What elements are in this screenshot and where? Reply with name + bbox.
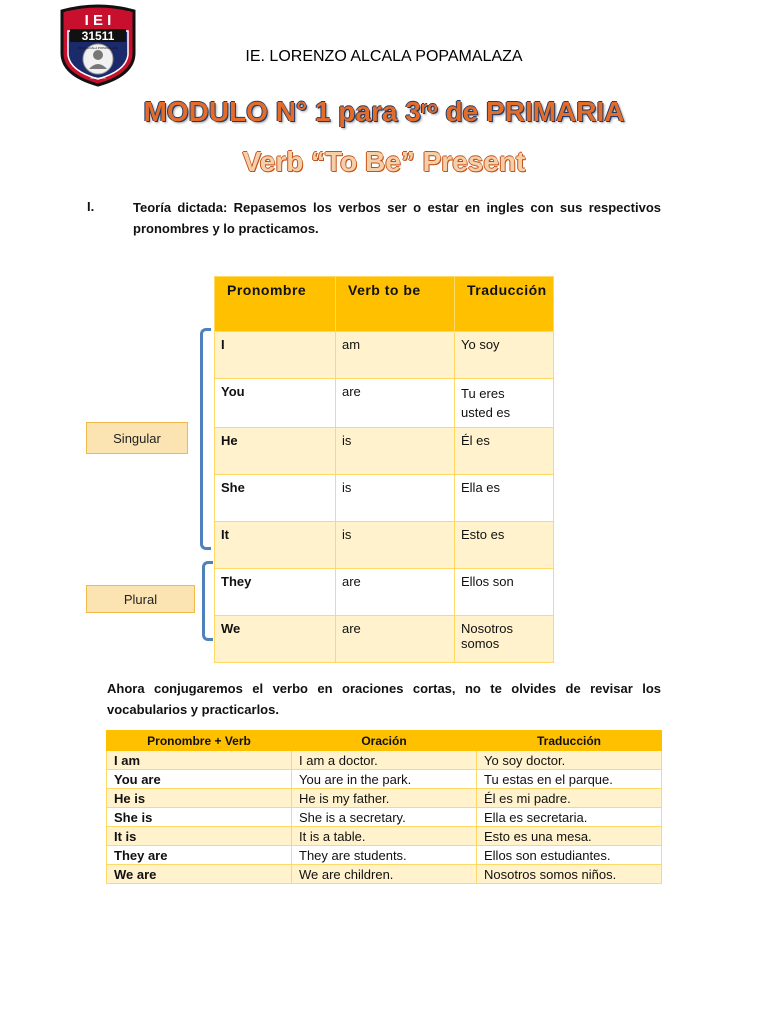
pronoun-verb-cell: He is (107, 789, 292, 808)
pronoun-cell: She (215, 475, 336, 522)
crest-bottom-text: AREQUIPA (90, 76, 106, 80)
module-title-tail: de PRIMARIA (437, 96, 625, 127)
pronoun-cell: I (215, 332, 336, 379)
pronoun-verb-cell: She is (107, 808, 292, 827)
pronoun-verb-cell: I am (107, 751, 292, 770)
module-title (0, 96, 768, 128)
table-header-row (107, 731, 662, 751)
pronoun-cell: You (215, 379, 336, 428)
sentence-cell: They are students. (292, 846, 477, 865)
col-header-traduccion: Traducción (477, 731, 662, 751)
translation-cell: Yo soy doctor. (477, 751, 662, 770)
table-row (107, 789, 662, 808)
verb-cell: are (336, 616, 455, 663)
plural-bracket (202, 561, 213, 641)
singular-label: Singular (86, 422, 188, 454)
table-row (107, 751, 662, 770)
translation-cell: Ella es (455, 475, 554, 522)
translation-cell: Ellos son estudiantes. (477, 846, 662, 865)
translation-cell: Yo soy (455, 332, 554, 379)
section-number: I. (87, 199, 95, 214)
col-header-pronombre-verb: Pronombre + Verb (107, 731, 292, 751)
lesson-subtitle: Verb “To Be” Present (242, 146, 526, 177)
crest-letters: I E I (84, 12, 112, 29)
school-name: IE. LORENZO ALCALA POPAMALAZA (245, 48, 523, 65)
plural-label: Plural (86, 585, 195, 613)
pronoun-cell: It (215, 522, 336, 569)
translation-cell: Esto es una mesa. (477, 827, 662, 846)
sentence-cell: He is my father. (292, 789, 477, 808)
verb-cell: are (336, 379, 455, 428)
section-intro-text: Teoría dictada: Repasemos los verbos ser o estar en ingles con sus respectivos pronombres y lo practicamos. (133, 200, 661, 236)
sentence-cell: She is a secretary. (292, 808, 477, 827)
verb-cell: am (336, 332, 455, 379)
col-header-pronombre: Pronombre (215, 277, 336, 332)
sentence-cell: You are in the park. (292, 770, 477, 789)
translation-cell: Ella es secretaria. (477, 808, 662, 827)
translation-cell: Tu estas en el parque. (477, 770, 662, 789)
pronoun-cell: They (215, 569, 336, 616)
translation-cell: Nosotros somos (455, 616, 554, 663)
singular-bracket (200, 328, 211, 550)
translation-line-2: usted es (461, 405, 511, 420)
table-row (107, 770, 662, 789)
table-row (215, 379, 554, 428)
verb-cell: is (336, 475, 455, 522)
table-row (215, 522, 554, 569)
verb-cell: is (336, 428, 455, 475)
table-row (215, 475, 554, 522)
crest-ring-text: INCA ALCALA POPAMALAZA (78, 46, 118, 50)
translation-cell (455, 379, 554, 428)
pronoun-verb-cell: They are (107, 846, 292, 865)
table-row (107, 865, 662, 884)
module-title-main: MODULO N° 1 para 3 (143, 96, 421, 127)
translation-cell: Ellos son (455, 569, 554, 616)
translation-cell: Él es mi padre. (477, 789, 662, 808)
translation-cell: Nosotros somos niños. (477, 865, 662, 884)
table-header-row (215, 277, 554, 332)
pronoun-cell: He (215, 428, 336, 475)
crest-number: 31511 (81, 29, 115, 43)
sentence-cell: We are children. (292, 865, 477, 884)
translation-cell: Él es (455, 428, 554, 475)
verb-cell: is (336, 522, 455, 569)
table-row (215, 332, 554, 379)
table-row (107, 827, 662, 846)
col-header-oracion: Oración (292, 731, 477, 751)
pronoun-verb-cell: It is (107, 827, 292, 846)
table-row (215, 428, 554, 475)
pronoun-verb-cell: You are (107, 770, 292, 789)
sentence-cell: It is a table. (292, 827, 477, 846)
pronoun-cell: We (215, 616, 336, 663)
verb-to-be-table (214, 276, 554, 663)
translation-line-1: Tu eres (461, 386, 505, 401)
module-title-sup: ro (420, 98, 438, 117)
col-header-traduccion: Traducción (455, 277, 554, 332)
translation-cell: Esto es (455, 522, 554, 569)
verb-cell: are (336, 569, 455, 616)
table-row (215, 616, 554, 663)
table-row (107, 846, 662, 865)
sentence-cell: I am a doctor. (292, 751, 477, 770)
col-header-verb: Verb to be (336, 277, 455, 332)
school-crest-logo (56, 3, 140, 87)
table-row (107, 808, 662, 827)
sentences-table (106, 730, 662, 884)
section-two-text: Ahora conjugaremos el verbo en oraciones cortas, no te olvides de revisar los vocabularios y practicarlos. (107, 681, 661, 717)
table-row (215, 569, 554, 616)
pronoun-verb-cell: We are (107, 865, 292, 884)
